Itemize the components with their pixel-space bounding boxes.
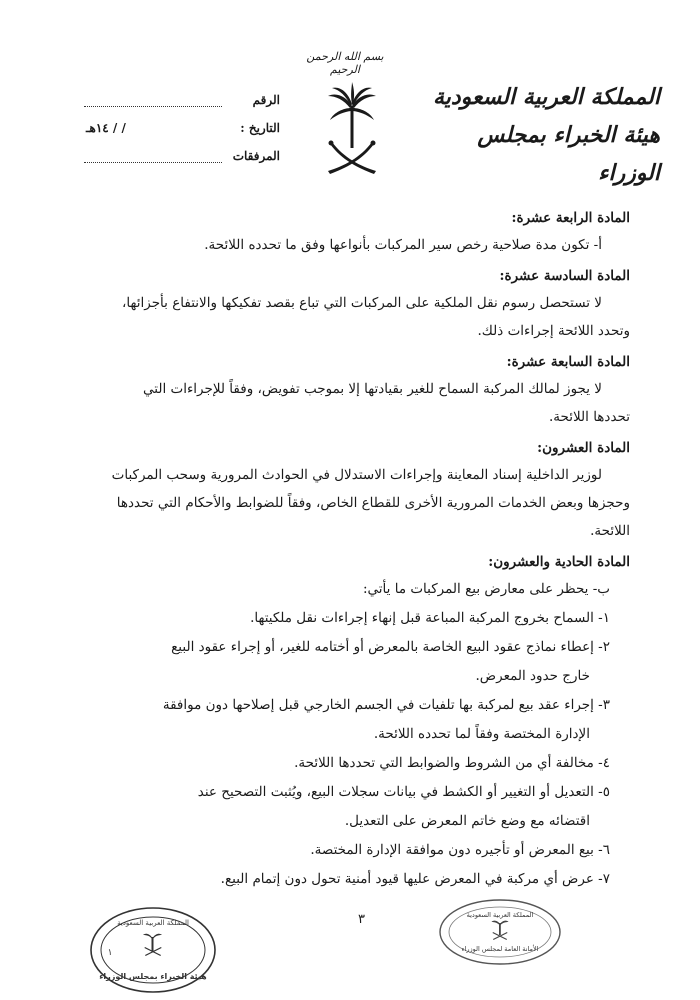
basmala: بسم الله الرحمن الرحيم [306, 50, 384, 76]
left-seal-top-text: المملكة العربية السعودية [117, 919, 189, 927]
article-17-text-line2: تحددها اللائحة. [548, 409, 630, 425]
ref-number-row [80, 86, 280, 114]
attachments-label: المرفقات [232, 149, 280, 163]
article-14-heading: المادة الرابعة عشرة: [511, 210, 630, 226]
palm-swords-emblem-icon [324, 82, 380, 182]
left-seal-bottom-text: هيئة الخبراء بمجلس الوزراء [99, 972, 207, 981]
article-20-heading: المادة العشرون: [537, 440, 630, 456]
article-17-heading: المادة السابعة عشرة: [506, 354, 630, 370]
date-value: / / ١٤هـ [86, 121, 126, 135]
left-official-seal-icon [88, 905, 218, 995]
right-official-seal-icon [438, 898, 562, 966]
list-item: ٤- مخالفة أي من الشروط والضوابط التي تحددها اللائحة. [294, 755, 610, 771]
attachments-line [84, 150, 222, 163]
reference-block [80, 86, 280, 170]
list-item: ٥- التعديل أو التغيير أو الكشط في بيانات سجلات البيع، ويُثبت التصحيح عند [197, 784, 610, 800]
date-row [80, 114, 280, 142]
article-20-text-line1: لوزير الداخلية إسناد المعاينة وإجراءات الاستدلال في الحوادث المرورية وسحب المركبات [111, 467, 602, 483]
article-16-heading: المادة السادسة عشرة: [499, 268, 630, 284]
list-item: ٢- إعطاء نماذج عقود البيع الخاصة بالمعرض أو أختامه للغير، أو إجراء عقود البيع [171, 639, 610, 655]
list-item: ٦- بيع المعرض أو تأجيره دون موافقة الإدارة المختصة. [310, 842, 610, 858]
document-body [55, 205, 630, 894]
article-20-text-line2: وحجزها وبعض الخدمات المرورية الأخرى للقطاع الخاص، وفقاً للضوابط والأحكام التي تحددها [116, 495, 630, 511]
list-item-continuation: اقتضائه مع وضع خاتم المعرض على التعديل. [344, 813, 590, 829]
list-item-continuation: خارج حدود المعرض. [475, 668, 590, 684]
article-21-intro: ب- يحظر على معارض بيع المركبات ما يأتي: [362, 581, 610, 597]
article-16-text-line1: لا تستحصل رسوم نقل الملكية على المركبات التي تباع بقصد تفكيكها والانتفاع بأجزائها، [122, 295, 602, 311]
list-item: ٧- عرض أي مركبة في المعرض عليها قيود أمنية تحول دون إتمام البيع. [220, 871, 610, 887]
article-17-text-line1: لا يجوز لمالك المركبة السماح للغير بقيادتها إلا بموجب تفويض، وفقاً للإجراءات التي [143, 381, 602, 397]
list-item-continuation: الإدارة المختصة وفقاً لما تحدده اللائحة. [373, 726, 590, 742]
page-number: ٣ [358, 912, 365, 927]
left-seal-number: ١ [107, 948, 113, 958]
org-name-line1: المملكة العربية السعودية [432, 84, 660, 110]
right-seal-top-text: المملكة العربية السعودية [466, 911, 534, 919]
ref-number-line [84, 94, 222, 107]
ref-number-label: الرقم [252, 93, 280, 107]
article-16-text-line2: وتحدد اللائحة إجراءات ذلك. [477, 323, 630, 339]
article-21-heading: المادة الحادية والعشرون: [488, 554, 630, 570]
article-20-text-line3: اللائحة. [590, 523, 630, 539]
organization-header [410, 78, 660, 192]
date-label: التاريخ : [240, 121, 280, 135]
article-14-text: أ- تكون مدة صلاحية رخص سير المركبات بأنواعها وفق ما تحدده اللائحة. [204, 237, 602, 253]
list-item: ٣- إجراء عقد بيع لمركبة بها تلفيات في الجسم الخارجي قبل إصلاحها دون موافقة [162, 697, 610, 713]
list-item: ١- السماح بخروج المركبة المباعة قبل إنهاء إجراءات نقل ملكيتها. [250, 610, 610, 626]
right-seal-bottom-text: الأمانة العامة لمجلس الوزراء [461, 945, 539, 953]
attachments-row [80, 142, 280, 170]
org-name-line2: هيئة الخبراء بمجلس الوزراء [477, 122, 660, 186]
